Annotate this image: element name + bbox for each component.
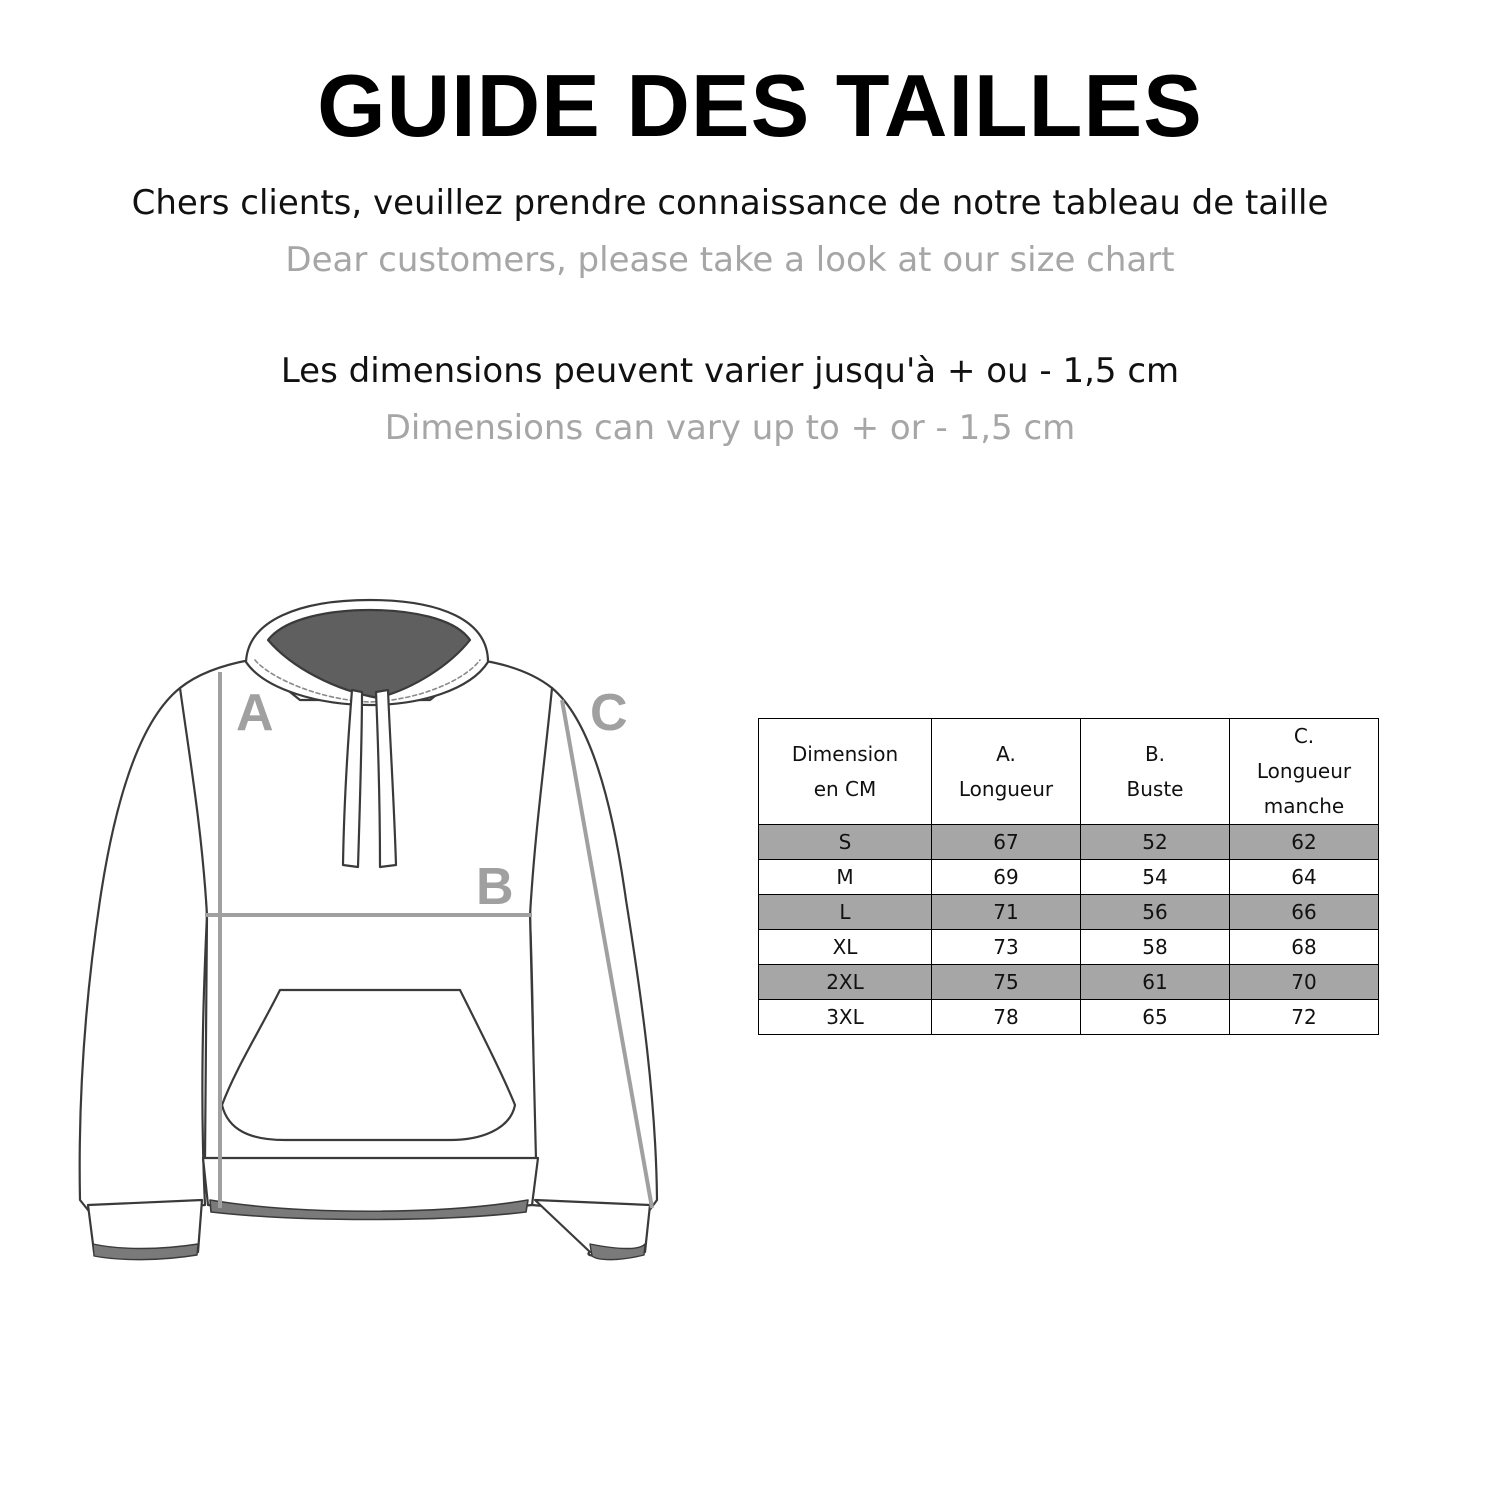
sleeve-cell: 70 <box>1230 965 1379 1000</box>
hoodie-diagram <box>60 590 680 1280</box>
label-c: C <box>590 684 628 742</box>
table-header-row <box>759 719 1379 825</box>
sleeve-cell: 68 <box>1230 930 1379 965</box>
bust-cell: 65 <box>1081 1000 1230 1035</box>
intro-english: Dear customers, please take a look at our size chart <box>285 240 1175 280</box>
intro-french: Chers clients, veuillez prendre connaissance de notre tableau de taille <box>131 183 1329 223</box>
waistband <box>203 1158 538 1213</box>
bust-cell: 52 <box>1081 825 1230 860</box>
dimensions-note-english: Dimensions can vary up to + or - 1,5 cm <box>384 408 1076 448</box>
size-cell: XL <box>759 930 932 965</box>
size-table <box>758 718 1379 1035</box>
bust-cell: 58 <box>1081 930 1230 965</box>
size-cell: M <box>759 860 932 895</box>
header-dimension: Dimension en CM <box>759 719 932 825</box>
header-sleeve-length: C. Longueur manche <box>1230 719 1379 825</box>
size-cell: 3XL <box>759 1000 932 1035</box>
page-title: GUIDE DES TAILLES <box>317 56 1203 155</box>
header-length: A. Longueur <box>932 719 1081 825</box>
size-cell: 2XL <box>759 965 932 1000</box>
table-row <box>759 930 1379 965</box>
length-cell: 73 <box>932 930 1081 965</box>
header-bust: B. Buste <box>1081 719 1230 825</box>
label-b: B <box>476 858 514 916</box>
sleeve-cell: 64 <box>1230 860 1379 895</box>
length-cell: 75 <box>932 965 1081 1000</box>
bust-cell: 61 <box>1081 965 1230 1000</box>
length-cell: 78 <box>932 1000 1081 1035</box>
left-sleeve <box>80 688 207 1215</box>
size-cell: L <box>759 895 932 930</box>
label-a: A <box>236 684 274 742</box>
size-cell: S <box>759 825 932 860</box>
table-row <box>759 860 1379 895</box>
sleeve-cell: 72 <box>1230 1000 1379 1035</box>
length-cell: 71 <box>932 895 1081 930</box>
bust-cell: 54 <box>1081 860 1230 895</box>
table-row <box>759 1000 1379 1035</box>
dimensions-note-french: Les dimensions peuvent varier jusqu'à + ou - 1,5 cm <box>280 351 1180 391</box>
table-row <box>759 825 1379 860</box>
bust-cell: 56 <box>1081 895 1230 930</box>
sleeve-cell: 66 <box>1230 895 1379 930</box>
length-cell: 67 <box>932 825 1081 860</box>
sleeve-cell: 62 <box>1230 825 1379 860</box>
table-row <box>759 895 1379 930</box>
table-row <box>759 965 1379 1000</box>
length-cell: 69 <box>932 860 1081 895</box>
